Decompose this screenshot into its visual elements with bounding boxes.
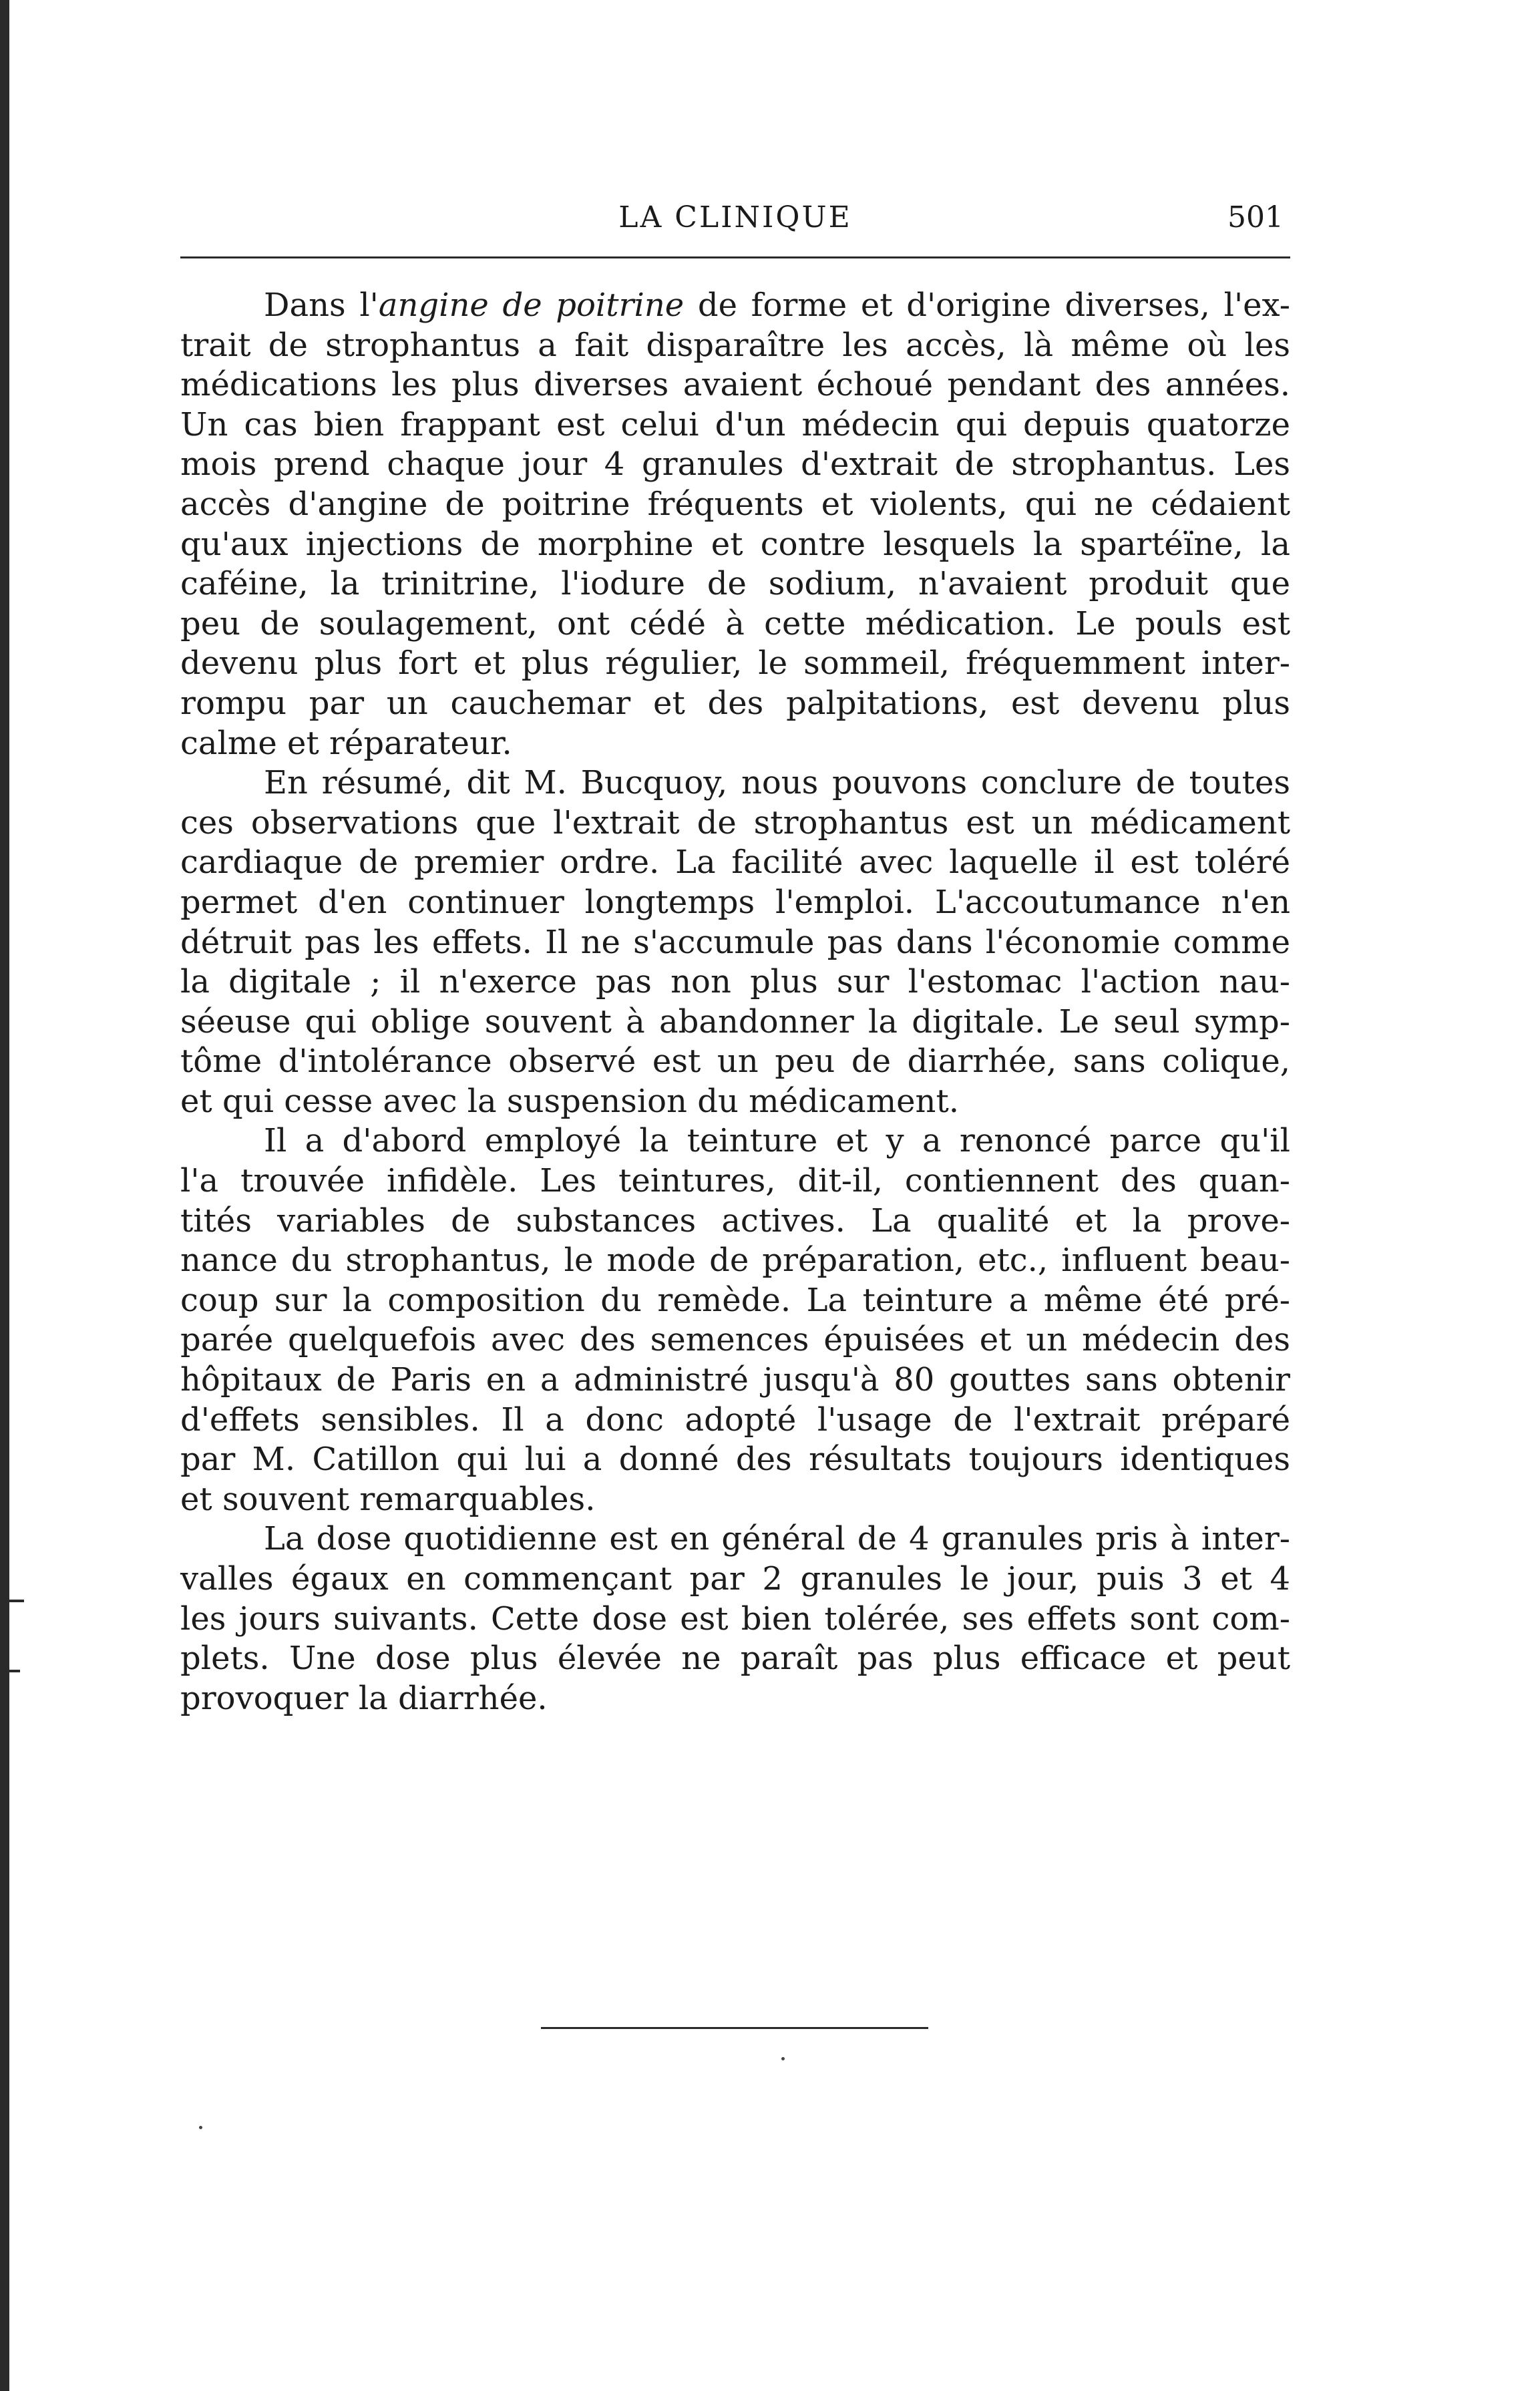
text-line: cardiaque de premier ordre. La facilité avec laquelle il est toléré	[180, 844, 1290, 882]
text-line: En résumé, dit M. Bucquoy, nous pouvons conclure de toutes	[264, 764, 1290, 802]
text-line: nance du strophantus, le mode de préparation, etc., influent beau-	[180, 1242, 1290, 1280]
text-line: par M. Catillon qui lui a donné des résultats toujours identiques	[180, 1441, 1290, 1479]
page-header	[180, 200, 1290, 240]
text-line: La dose quotidienne est en général de 4 granules pris à inter-	[264, 1520, 1290, 1558]
text-line: détruit pas les effets. Il ne s'accumule pas dans l'économie comme	[180, 923, 1290, 961]
page-binding-edge	[0, 0, 9, 2391]
ink-speck	[199, 2126, 202, 2129]
ink-speck	[781, 2057, 785, 2060]
running-title: LA CLINIQUE	[618, 200, 852, 234]
text-line: parée quelquefois avec des semences épuisées et un médecin des	[180, 1321, 1290, 1359]
text-line: l'a trouvée infidèle. Les teintures, dit-il, contiennent des quan-	[180, 1162, 1290, 1200]
text-line: ces observations que l'extrait de strophantus est un médicament	[180, 803, 1290, 842]
paragraph	[180, 286, 1290, 763]
text-line: qu'aux injections de morphine et contre lesquels la spartéïne, la	[180, 525, 1290, 563]
binding-mark	[9, 1600, 24, 1602]
header-rule	[180, 256, 1290, 258]
text-line: d'effets sensibles. Il a donc adopté l'usage de l'extrait préparé	[180, 1401, 1290, 1439]
text-line: les jours suivants. Cette dose est bien tolérée, ses effets sont com-	[180, 1600, 1290, 1638]
text-line: calme et réparateur.	[180, 724, 512, 762]
text-line: séeuse qui oblige souvent à abandonner la digitale. Le seul symp-	[180, 1002, 1290, 1041]
binding-mark	[9, 1670, 20, 1672]
text-line: la digitale ; il n'exerce pas non plus sur l'estomac l'action nau-	[180, 963, 1290, 1001]
text-line: caféine, la trinitrine, l'iodure de sodium, n'avaient produit que	[180, 565, 1290, 603]
text-line: rompu par un cauchemar et des palpitations, est devenu plus	[180, 684, 1290, 722]
text-line: et qui cesse avec la suspension du médicament.	[180, 1082, 959, 1120]
text-line: plets. Une dose plus élevée ne paraît pas plus efficace et peut	[180, 1640, 1290, 1678]
text-line: Dans l'angine de poitrine de forme et d'origine diverses, l'ex-	[264, 287, 1291, 324]
text-line: devenu plus fort et plus régulier, le sommeil, fréquemment inter-	[180, 645, 1290, 683]
text-line: coup sur la composition du remède. La teinture a même été pré-	[180, 1281, 1290, 1319]
page-number: 501	[1227, 200, 1284, 234]
text-line: médications les plus diverses avaient échoué pendant des années.	[180, 366, 1290, 404]
text-line: Il a d'abord employé la teinture et y a renoncé parce qu'il	[264, 1122, 1290, 1160]
text-line: provoquer la diarrhée.	[180, 1679, 548, 1717]
paragraph	[180, 1121, 1290, 1519]
text-line: mois prend chaque jour 4 granules d'extrait de strophantus. Les	[180, 445, 1290, 484]
paragraph	[180, 763, 1290, 1121]
text-line: tôme d'intolérance observé est un peu de diarrhée, sans colique,	[180, 1043, 1290, 1081]
paragraph	[180, 1519, 1290, 1718]
text-line: trait de strophantus a fait disparaître les accès, là même où les	[180, 326, 1290, 364]
text-line: valles égaux en commençant par 2 granules le jour, puis 3 et 4	[180, 1560, 1290, 1598]
text-line: et souvent remarquables.	[180, 1480, 596, 1518]
text-line: Un cas bien frappant est celui d'un médecin qui depuis quatorze	[180, 405, 1290, 443]
text-line: accès d'angine de poitrine fréquents et violents, qui ne cédaient	[180, 485, 1290, 523]
text-line: hôpitaux de Paris en a administré jusqu'à 80 gouttes sans obtenir	[180, 1361, 1290, 1399]
text-line: tités variables de substances actives. La qualité et la prove-	[180, 1202, 1290, 1240]
body-text	[180, 286, 1290, 1718]
text-line: permet d'en continuer longtemps l'emploi. L'accoutumance n'en	[180, 883, 1290, 921]
end-rule	[541, 2027, 928, 2029]
text-line: peu de soulagement, ont cédé à cette médication. Le pouls est	[180, 604, 1290, 642]
